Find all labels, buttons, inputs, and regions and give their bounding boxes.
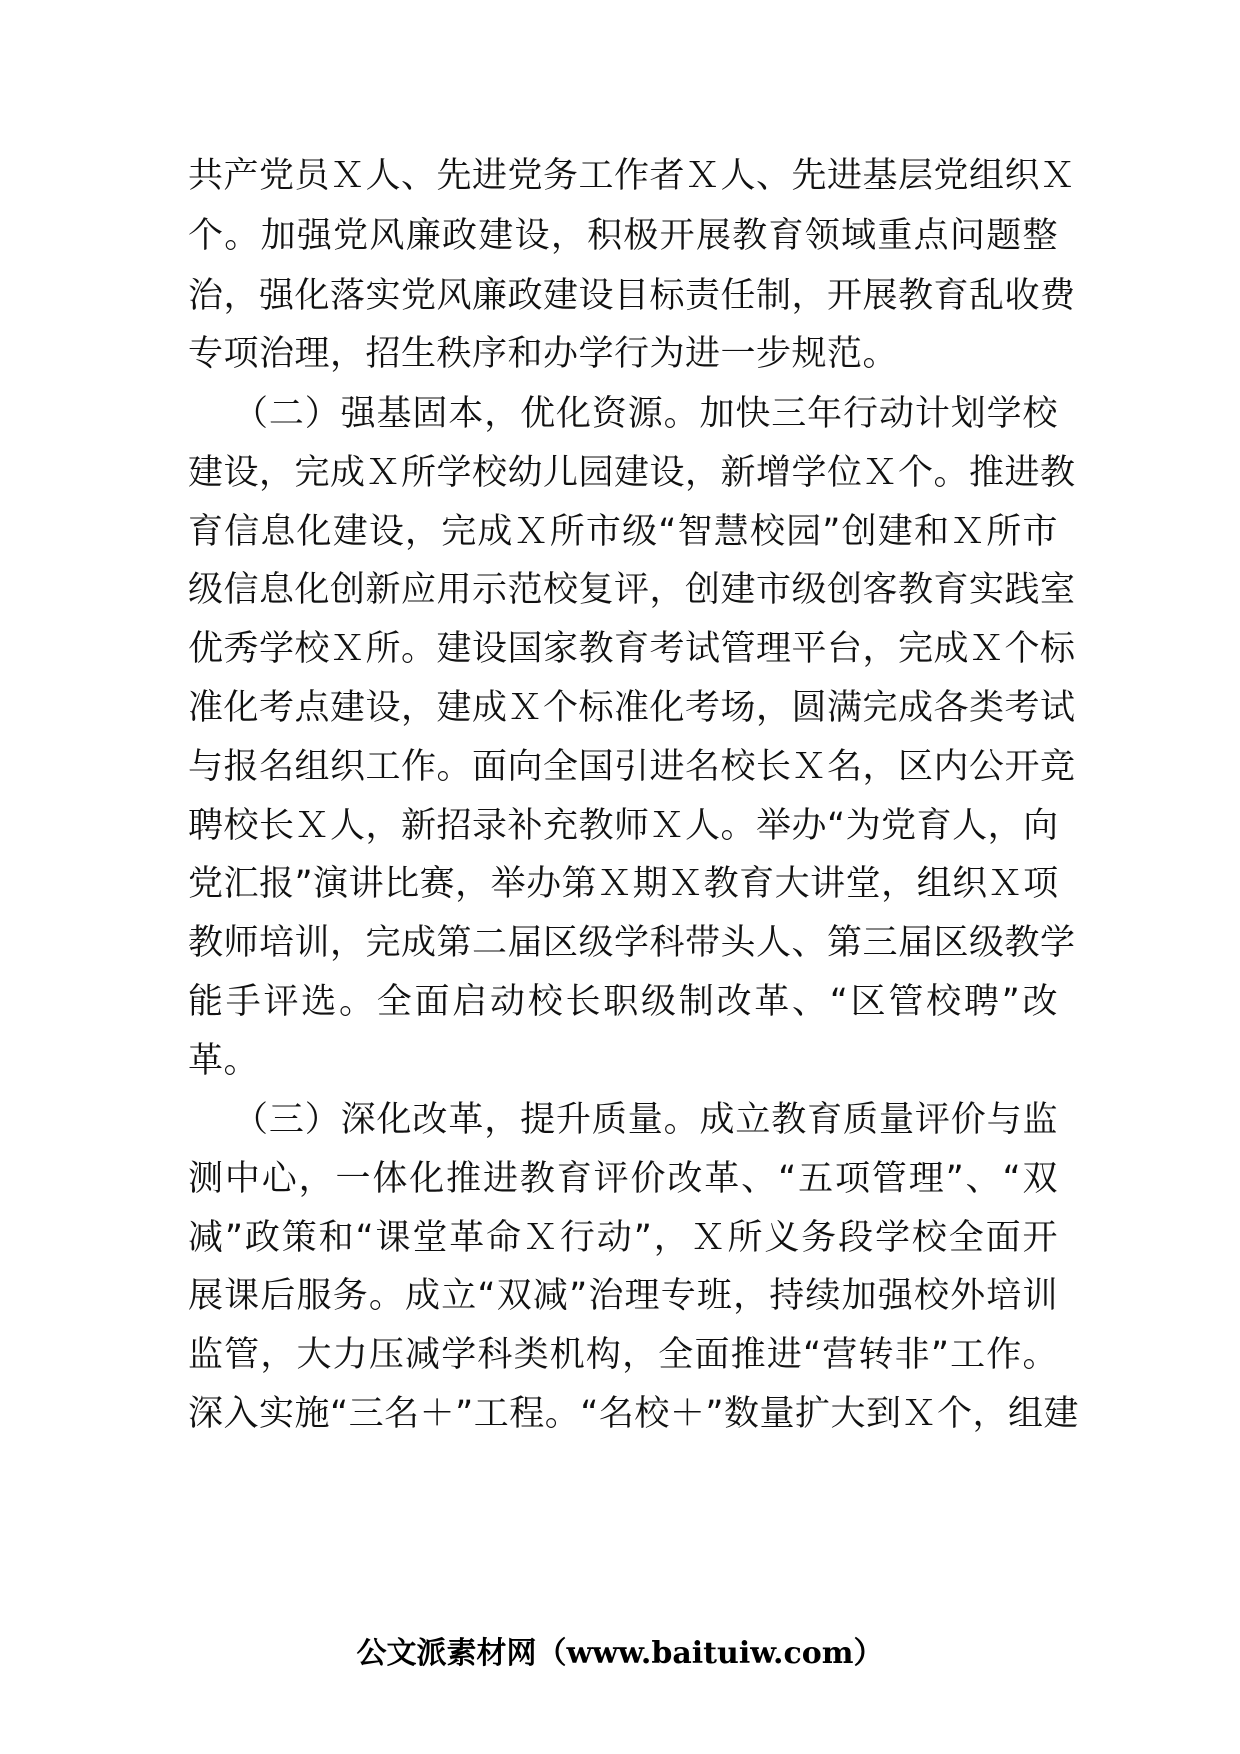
text-line: 能手评选。全面启动校长职级制改革、“区管校聘”改 <box>188 982 1058 1022</box>
text-line: 个。加强党风廉政建设，积极开展教育领域重点问题整 <box>188 216 1058 256</box>
text-line: 减”政策和“课堂革命Ｘ行动”，Ｘ所义务段学校全面开 <box>188 1218 1058 1258</box>
text-line: 准化考点建设，建成Ｘ个标准化考场，圆满完成各类考试 <box>188 688 1076 728</box>
text-line: 教师培训，完成第二届区级学科带头人、第三届区级教学 <box>188 923 1076 963</box>
text-line: 建设，完成Ｘ所学校幼儿园建设，新增学位Ｘ个。推进教 <box>188 453 1076 493</box>
text-line: 与报名组织工作。面向全国引进名校长Ｘ名，区内公开竞 <box>188 747 1076 787</box>
text-line: 聘校长Ｘ人，新招录补充教师Ｘ人。举办“为党育人，向 <box>188 806 1059 846</box>
text-line: 治，强化落实党风廉政建设目标责任制，开展教育乱收费 <box>188 276 1076 316</box>
text-line: 测中心，一体化推进教育评价改革、“五项管理”、“双 <box>188 1159 1058 1199</box>
text-line: 育信息化建设，完成Ｘ所市级“智慧校园”创建和Ｘ所市 <box>188 512 1058 552</box>
paragraph-heading-3: （三）深化改革，提升质量。成立教育质量评价与监 <box>233 1100 1058 1140</box>
paragraph-heading-2: （二）强基固本，优化资源。加快三年行动计划学校 <box>233 394 1058 434</box>
text-line: 专项治理，招生秩序和办学行为进一步规范。 <box>188 334 899 374</box>
text-line: 优秀学校Ｘ所。建设国家教育考试管理平台，完成Ｘ个标 <box>188 629 1076 669</box>
text-line: 级信息化创新应用示范校复评，创建市级创客教育实践室 <box>188 570 1076 610</box>
text-line: 共产党员Ｘ人、先进党务工作者Ｘ人、先进基层党组织Ｘ <box>188 156 1076 196</box>
text-line: 监管，大力压减学科类机构，全面推进“营转非”工作。 <box>188 1335 1058 1375</box>
text-line: 深入实施“三名＋”工程。“名校＋”数量扩大到Ｘ个，组建 <box>188 1394 1080 1434</box>
text-line: 革。 <box>188 1041 260 1081</box>
text-line: 展课后服务。成立“双减”治理专班，持续加强校外培训 <box>188 1276 1058 1316</box>
text-line: 党汇报”演讲比赛，举办第Ｘ期Ｘ教育大讲堂，组织Ｘ项 <box>188 864 1059 904</box>
footer-watermark: 公文派素材网（www.baituiw.com） <box>356 1636 884 1671</box>
